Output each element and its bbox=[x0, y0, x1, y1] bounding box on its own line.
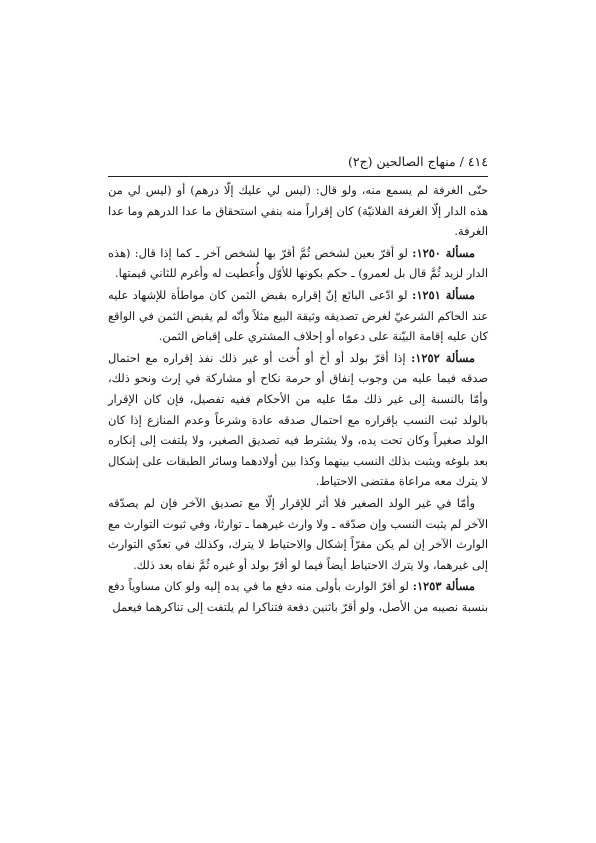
masala-heading: مسألة ١٢٥٣: bbox=[412, 579, 475, 594]
paragraph-text: لو أقرّ بعين لشخص ثُمَّ أقرّ بها لشخص آخر ـ كما إذا قال: (هذه الدار لزيد ثُمَّ قال بل لعمرو) ـ حكم بكونها للأوّل وأُعطيت له وأغرم للثاني قيمتها. bbox=[108, 245, 488, 281]
masala-heading: مسألة ١٢٥١: bbox=[412, 287, 476, 302]
masala-paragraph bbox=[108, 576, 488, 617]
masala-heading: مسألة ١٢٥٠: bbox=[412, 245, 475, 260]
paragraph bbox=[108, 180, 488, 242]
masala-paragraph bbox=[108, 348, 488, 492]
paragraph-text: إذا أقرّ بولد أو أخ أو أُخت أو غير ذلك نفذ إقراره مع احتمال صدقه فيما عليه من وجوب إنفاق أو حرمة نكاح أو مشاركة في إرث ونحو ذلك، وأمّا بالنسبة إلى غير ذلك ممّا عليه من الأحكام ففيه تفصيل، فإن كان الإقرار بالولد ثبت النسب بإقراره مع احتمال صدقه عادة وشرعاً وعدم المنازع إذا كان الولد صغيراً وكان تحت يده، ولا يشترط فيه تصديق الصغير، ولا يلتفت إلى إنكاره بعد بلوغه ويثبت بذلك النسب بينهما وكذا بين أولادهما وسائر الطبقات على إشكال لا يترك معه مراعاة مقتضى الاحتياط. bbox=[108, 350, 488, 489]
paragraph bbox=[108, 493, 488, 575]
paragraph-text: لو ادّعى البائع إنّ إقراره بقبض الثمن كان مواطأة للإشهاد عليه عند الحاكم الشرعيّ لغرض تصديقه وثيقة البيع مثلاً وأنّه لم يقبض الثمن في الواقع كان عليه إقامة البيّنة على دعواه أو إحلاف المشتري على إقباض الثمن. bbox=[108, 287, 488, 344]
running-header bbox=[108, 152, 488, 174]
paragraph-text: لو أقرّ الوارث بأولى منه دفع ما في يده إليه ولو كان مساوياً دفع بنسبة نصيبه من الأصل، ولو أقرّ باثنين دفعة فتناكرا لم يلتفت إلى تناكرهما فيعمل bbox=[108, 579, 488, 614]
paragraph-text: حتّى الغرفة لم يسمع منه، ولو قال: (ليس لي عليك إلّا درهم) أو (ليس لي من هذه الدار إلّا الغرفة الفلانيّة) كان إقراراً منه بنفي استحقاق ما عدا الدرهم وما عدا الغرفة. bbox=[108, 183, 488, 239]
paragraph-text: وأمّا في غير الولد الصغير فلا أثر للإقرار إلّا مع تصديق الآخر فإن لم يصدّقه الآخر لم يثبت النسب وإن صدّقه ـ ولا وارث غيرهما ـ توارثا، وفي ثبوت التوارث مع الوارث الآخر إن لم يكن مقرّاً إشكال والاحتياط لا يترك، وكذلك في تعدّي التوارث إلى غيرهما، ولا يترك الاحتياط أيضاً فيما لو أقرّ بولد أو غيره ثُمَّ نفاه بعد ذلك. bbox=[108, 495, 488, 572]
running-head-text: ٤١٤ / منهاج الصالحين (ج٢) bbox=[347, 154, 488, 169]
masala-paragraph bbox=[108, 243, 488, 284]
masala-heading: مسألة ١٢٥٢: bbox=[411, 350, 476, 365]
header-rule bbox=[108, 176, 488, 177]
body-text bbox=[108, 180, 488, 618]
masala-paragraph bbox=[108, 285, 488, 347]
